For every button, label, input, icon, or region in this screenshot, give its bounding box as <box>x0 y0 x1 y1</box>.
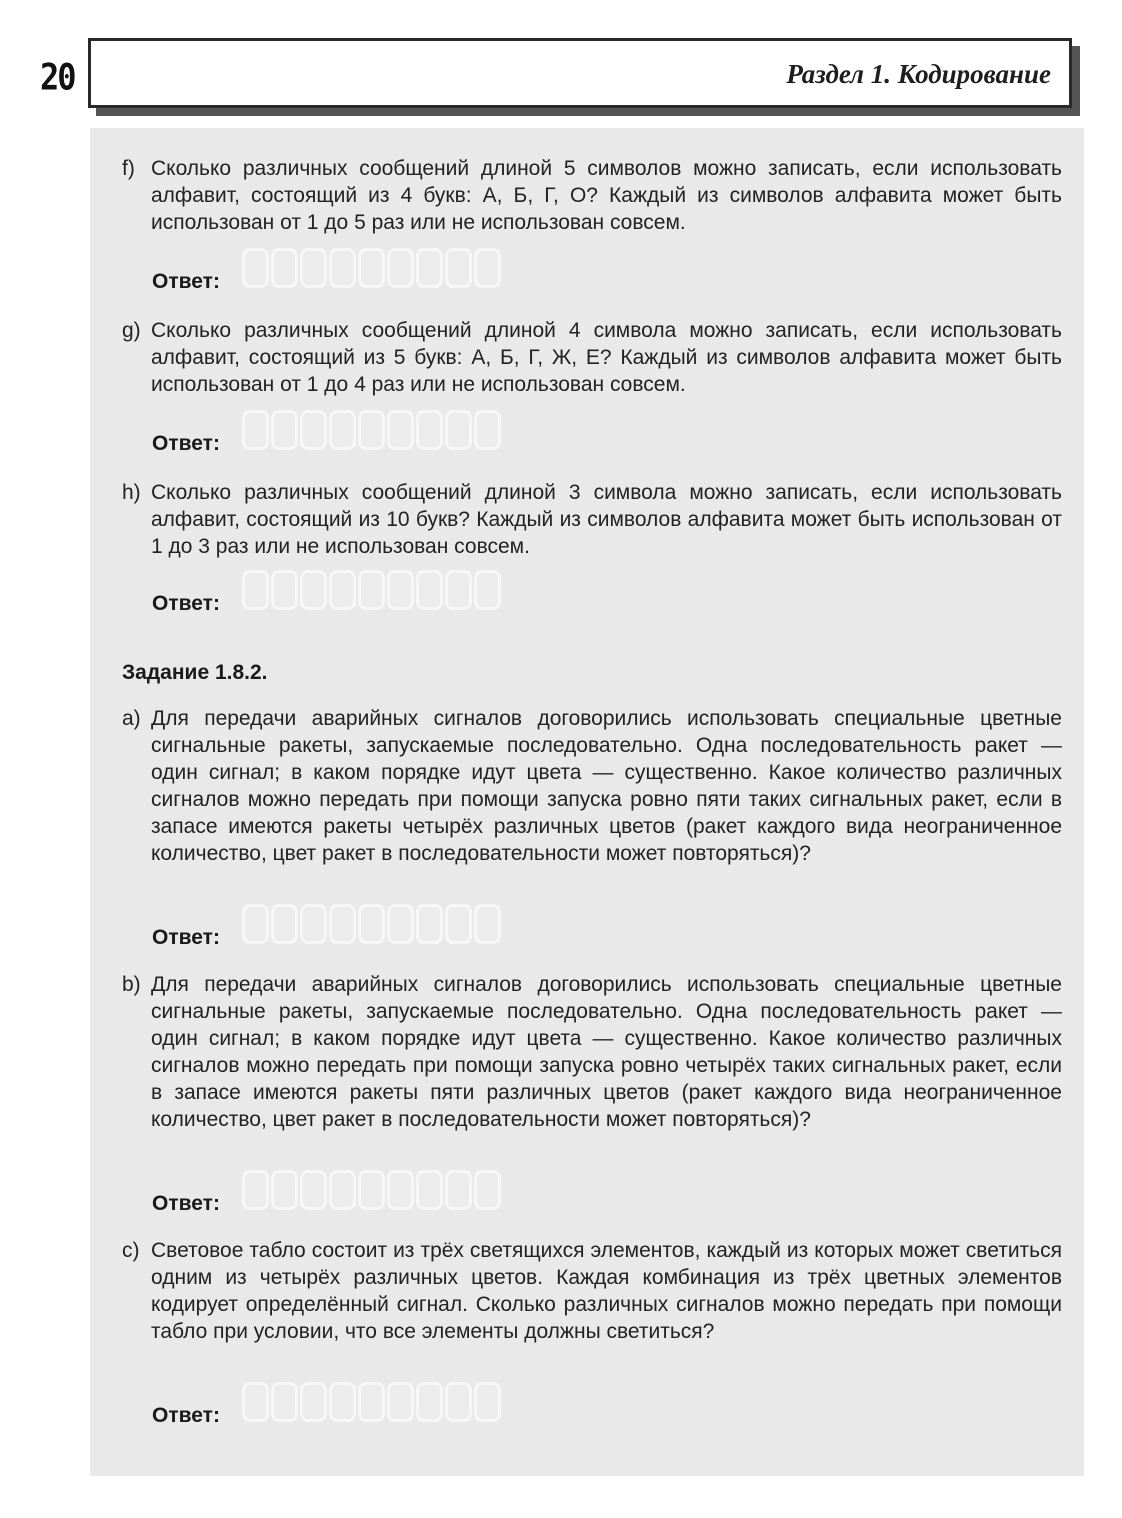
answer-cell[interactable] <box>329 248 356 288</box>
section-header-box <box>88 38 1072 108</box>
question-marker: f) <box>122 157 135 180</box>
answer-cell[interactable] <box>474 248 501 288</box>
answer-cell[interactable] <box>387 904 414 944</box>
answer-cell[interactable] <box>445 904 472 944</box>
answer-cell[interactable] <box>358 570 385 610</box>
answer-label: Ответ: <box>152 926 220 949</box>
question-marker: h) <box>122 481 141 504</box>
answer-cell[interactable] <box>474 904 501 944</box>
answer-cell[interactable] <box>387 1382 414 1422</box>
question-marker: g) <box>122 319 141 342</box>
question-text: Сколько различных сообщений длиной 4 символа можно записать, если использовать алфавит, состоящий из 5 букв: А, Б, Г, Ж, Е? Каждый из символов алфавита может быть использован от 1 до 4 раз или не использован совсем. <box>151 319 1062 396</box>
answer-cell[interactable] <box>329 1170 356 1210</box>
answer-cell[interactable] <box>358 248 385 288</box>
question-marker: a) <box>122 707 141 730</box>
answer-cell[interactable] <box>387 410 414 450</box>
answer-cell[interactable] <box>271 248 298 288</box>
answer-cell[interactable] <box>416 248 443 288</box>
answer-cell[interactable] <box>271 1382 298 1422</box>
answer-label: Ответ: <box>152 592 220 615</box>
answer-cell[interactable] <box>300 410 327 450</box>
answer-cell[interactable] <box>271 570 298 610</box>
answer-cell[interactable] <box>445 570 472 610</box>
answer-cell[interactable] <box>329 570 356 610</box>
answer-cell[interactable] <box>242 248 269 288</box>
answer-label: Ответ: <box>152 432 220 455</box>
answer-boxes[interactable] <box>242 1382 501 1422</box>
header-shadow-right <box>1072 46 1080 116</box>
question-h <box>122 479 1062 560</box>
answer-cell[interactable] <box>271 1170 298 1210</box>
answer-boxes[interactable] <box>242 248 501 288</box>
answer-cell[interactable] <box>445 410 472 450</box>
answer-cell[interactable] <box>387 1170 414 1210</box>
answer-cell[interactable] <box>474 410 501 450</box>
answer-cell[interactable] <box>329 1382 356 1422</box>
answer-cell[interactable] <box>474 570 501 610</box>
question-g <box>122 317 1062 398</box>
question-text: Для передачи аварийных сигналов договорились использовать специальные цветные сигнальные ракеты, запускаемые последовательно. Одна последовательность ракет — один сигнал; в каком порядке идут цвета — существенно. Какое количество различных сигналов можно передать при помощи запуска ровно пяти таких сигнальных ракет, если в запасе имеются ракеты четырёх различных цветов (ракет каждого вида неограниченное количество, цвет ракет в последовательности может повторяться)? <box>151 707 1062 865</box>
answer-cell[interactable] <box>300 1170 327 1210</box>
answer-cell[interactable] <box>358 1382 385 1422</box>
question-text: Для передачи аварийных сигналов договорились использовать специальные цветные сигнальные ракеты, запускаемые последовательно. Одна последовательность ракет — один сигнал; в каком порядке идут цвета — существенно. Какое количество различных сигналов можно передать при помощи запуска ровно четырёх таких сигнальных ракет, если в запасе имеются ракеты пяти различных цветов (ракет каждого вида неограниченное количество, цвет ракет в последовательности может повторяться)? <box>151 973 1062 1131</box>
answer-cell[interactable] <box>300 1382 327 1422</box>
answer-cell[interactable] <box>445 1170 472 1210</box>
answer-cell[interactable] <box>474 1382 501 1422</box>
question-c <box>122 1237 1062 1345</box>
page-number: 20 <box>40 55 75 99</box>
answer-cell[interactable] <box>242 410 269 450</box>
answer-label: Ответ: <box>152 1404 220 1427</box>
answer-cell[interactable] <box>329 410 356 450</box>
answer-boxes[interactable] <box>242 904 501 944</box>
answer-cell[interactable] <box>445 1382 472 1422</box>
answer-cell[interactable] <box>416 1170 443 1210</box>
answer-cell[interactable] <box>242 1170 269 1210</box>
answer-cell[interactable] <box>300 570 327 610</box>
answer-cell[interactable] <box>242 1382 269 1422</box>
answer-label: Ответ: <box>152 270 220 293</box>
answer-cell[interactable] <box>474 1170 501 1210</box>
answer-cell[interactable] <box>358 1170 385 1210</box>
answer-label: Ответ: <box>152 1192 220 1215</box>
question-marker: c) <box>122 1239 140 1262</box>
answer-boxes[interactable] <box>242 1170 501 1210</box>
answer-cell[interactable] <box>416 904 443 944</box>
question-text: Световое табло состоит из трёх светящихся элементов, каждый из которых может светиться одним из четырёх различных цветов. Каждая комбинация из трёх цветных элементов кодирует определённый сигнал. Сколько различных сигналов можно передать при помощи табло при условии, что все элементы должны светиться? <box>151 1239 1062 1343</box>
answer-cell[interactable] <box>387 570 414 610</box>
question-b <box>122 971 1062 1133</box>
answer-cell[interactable] <box>300 904 327 944</box>
answer-cell[interactable] <box>242 904 269 944</box>
question-a <box>122 705 1062 867</box>
header-shadow-bottom <box>96 108 1080 116</box>
question-text: Сколько различных сообщений длиной 3 символа можно записать, если использовать алфавит, состоящий из 10 букв? Каждый из символов алфавита может быть использован от 1 до 3 раз или не использован совсем. <box>151 481 1062 558</box>
question-f <box>122 155 1062 236</box>
question-text: Сколько различных сообщений длиной 5 символов можно записать, если использовать алфавит, состоящий из 4 букв: А, Б, Г, О? Каждый из символов алфавита может быть использован от 1 до 5 раз или не использован совсем. <box>151 157 1062 234</box>
task-heading: Задание 1.8.2. <box>122 661 268 684</box>
answer-cell[interactable] <box>271 904 298 944</box>
question-marker: b) <box>122 973 141 996</box>
answer-cell[interactable] <box>271 410 298 450</box>
answer-cell[interactable] <box>242 570 269 610</box>
answer-cell[interactable] <box>416 410 443 450</box>
answer-cell[interactable] <box>445 248 472 288</box>
answer-cell[interactable] <box>358 410 385 450</box>
answer-cell[interactable] <box>416 1382 443 1422</box>
section-title: Раздел 1. Кодирование <box>786 59 1051 89</box>
answer-cell[interactable] <box>329 904 356 944</box>
answer-cell[interactable] <box>416 570 443 610</box>
answer-boxes[interactable] <box>242 570 501 610</box>
answer-cell[interactable] <box>387 248 414 288</box>
answer-cell[interactable] <box>358 904 385 944</box>
answer-cell[interactable] <box>300 248 327 288</box>
answer-boxes[interactable] <box>242 410 501 450</box>
